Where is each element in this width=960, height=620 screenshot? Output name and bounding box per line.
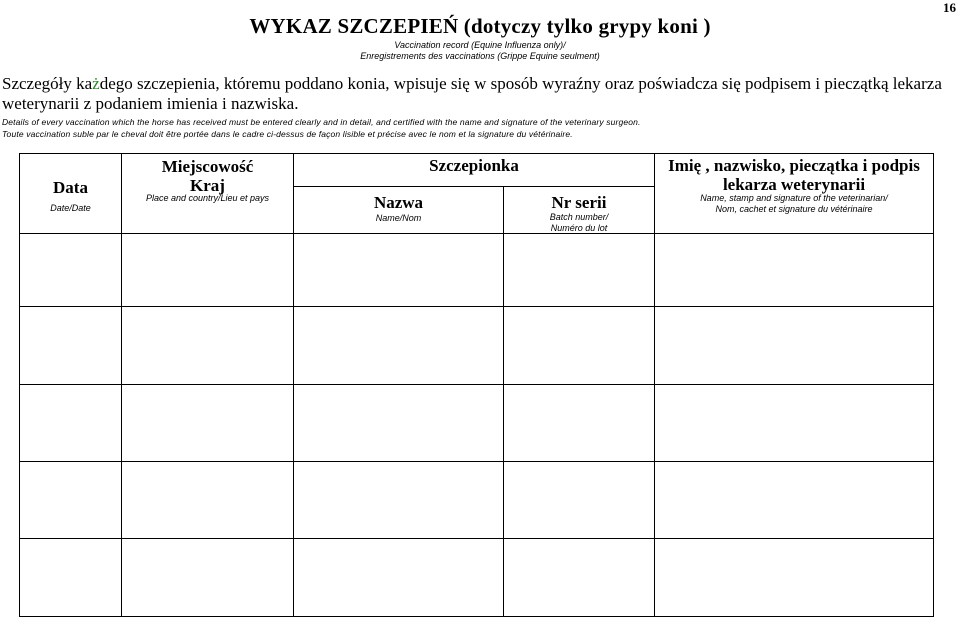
vaccine-subheader-line [293,186,655,187]
page-title: WYKAZ SZCZEPIEŃ (dotyczy tylko grypy koni ) [249,14,711,38]
col-header-vet-2: lekarza weterynarii [722,175,866,194]
intro-french: Toute vaccination suble par le cheval doit être portée dans le cadre ci-dessus de façon lisible et précise avec le nom et la signature du vétérinaire. [2,129,573,139]
row-sep-1 [19,306,934,307]
col-header-place-1: Miejscowość [161,157,254,176]
subtitle-en: Vaccination record (Equine Influenza only)/ [394,40,566,50]
col-header-vet-1: Imię , nazwisko, pieczątka i podpis [668,156,920,175]
col-header-vaccine: Szczepionka [429,156,519,175]
col-sub-date: Date/Date [50,203,91,213]
col-header-date: Data [53,178,88,197]
row-sep-4 [19,538,934,539]
col-header-place-2: Kraj [190,176,225,195]
intro-english: Details of every vaccination which the horse has received must be entered clearly and in detail, and certified with the name and signature of the veterinary surgeon. [2,117,641,127]
col-sub-vet-1: Name, stamp and signature of the veterinarian/ [700,193,888,203]
table-border-bottom [19,616,934,617]
col-sub-batch-1: Batch number/ [549,212,609,222]
table-border-top [19,153,934,154]
col-header-batch: Nr serii [551,193,607,212]
table-border-right [933,153,934,617]
col-sep-date [121,153,122,617]
subtitle-fr: Enregistrements des vaccinations (Grippe Equine seulment) [360,51,600,61]
header-bottom-line [19,233,934,234]
col-sep-name [503,186,504,617]
col-sub-place: Place and country/Lieu et pays [145,193,270,203]
table-border-left [19,153,20,617]
col-header-vaccine-name: Nazwa [373,193,424,212]
col-sub-vet-2: Nom, cachet et signature du vétérinaire [715,204,873,214]
row-sep-2 [19,384,934,385]
page-number: 16 [943,0,956,15]
col-sep-batch [654,153,655,617]
col-sub-batch-2: Numéro du lot [550,223,608,233]
intro-polish: Szczegóły każdego szczepienia, któremu poddano konia, wpisuje się w sposób wyraźny oraz poświadcza się podpisem i pieczątką lekarza weterynarii z podaniem imienia i nazwiska. [2,74,942,113]
col-sub-vaccine-name: Name/Nom [375,213,422,223]
row-sep-3 [19,461,934,462]
